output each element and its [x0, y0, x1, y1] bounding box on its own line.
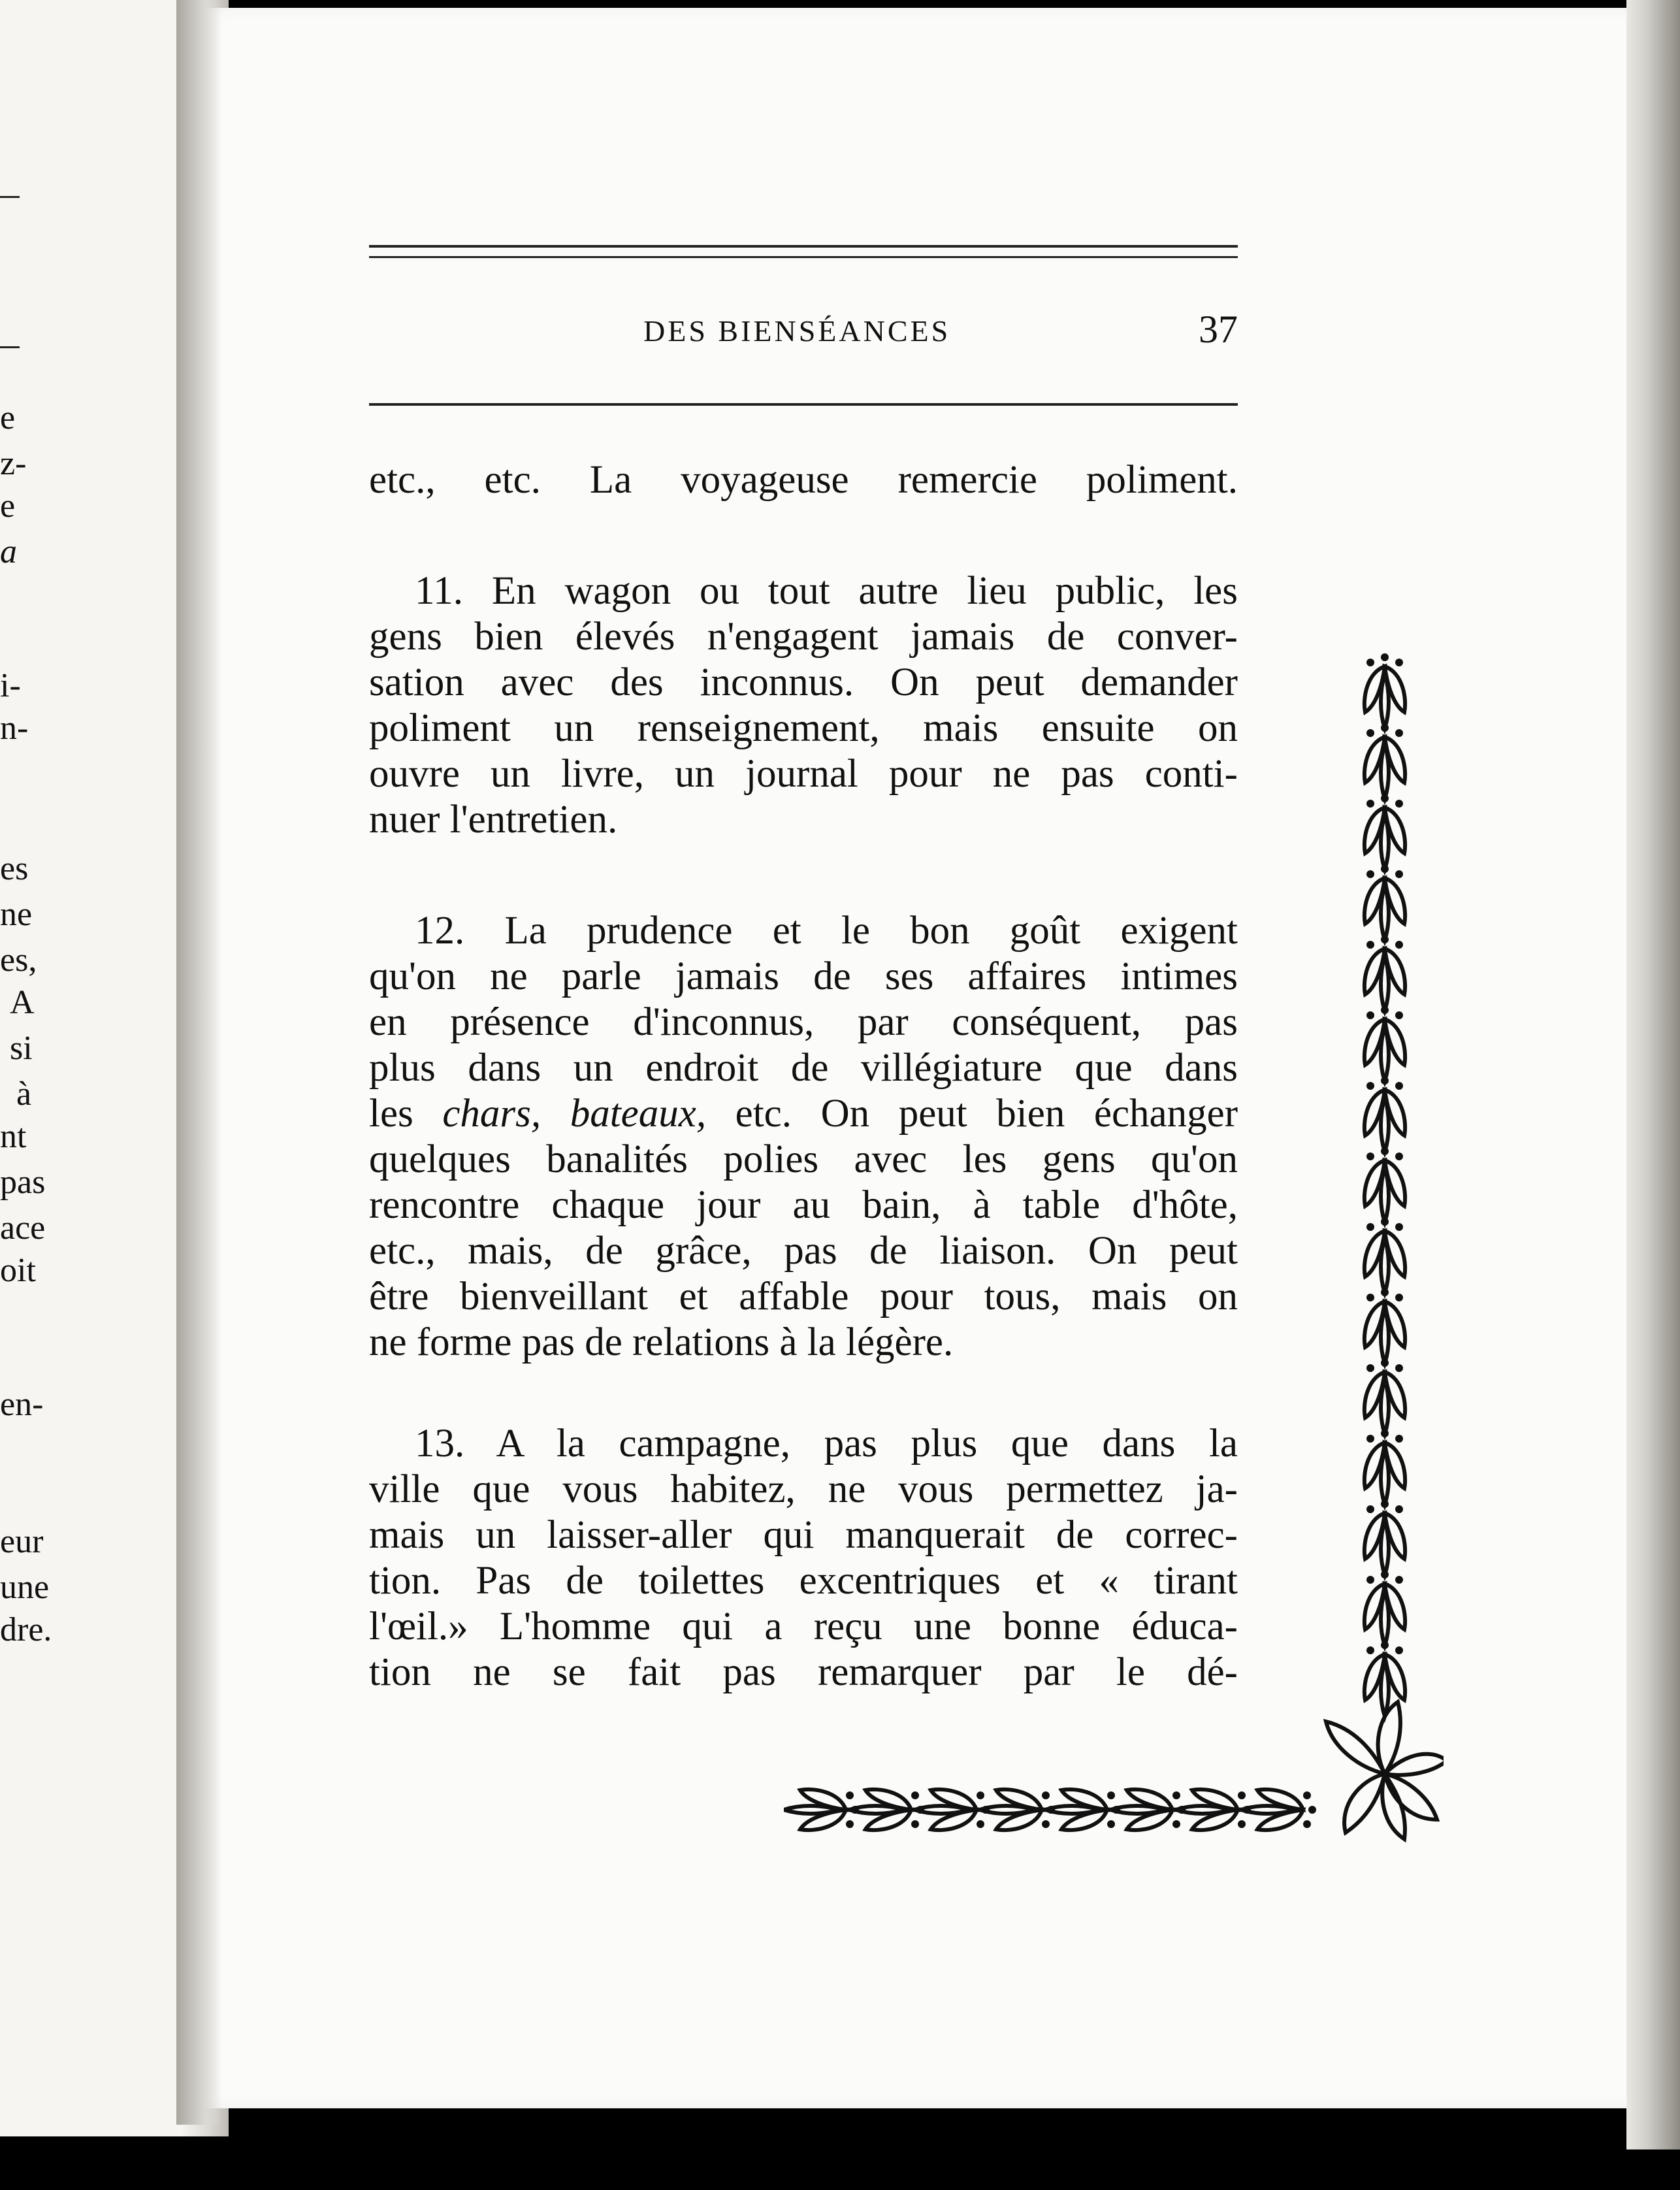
text-line-with-italic: les chars, bateaux, etc. On peut bien échanger	[369, 1092, 1238, 1136]
text-line: sation avec des inconnus. On peut demander	[369, 661, 1238, 704]
italic-phrase: chars, bateaux,	[442, 1092, 707, 1136]
text-line: l'œil.» L'homme qui a reçu une bonne éduca-	[369, 1605, 1238, 1648]
text-line: en présence d'inconnus, par conséquent, pas	[369, 1000, 1238, 1044]
left-fragment: en-	[0, 1386, 44, 1423]
header-rule-top-thin	[369, 256, 1238, 258]
laurel-leaf-icon	[1365, 1147, 1405, 1222]
divider	[0, 346, 20, 348]
laurel-leaf-icon	[1365, 865, 1405, 940]
text-line: 11. En wagon ou tout autre lieu public, les	[415, 569, 1238, 613]
text-line: nuer l'entretien.	[369, 798, 618, 842]
left-fragment: i-	[0, 667, 21, 704]
binding-shadow	[176, 0, 222, 2125]
text-line: ne forme pas de relations à la légère.	[369, 1320, 954, 1364]
left-fragment: es	[0, 850, 29, 887]
page-number: 37	[1199, 308, 1238, 351]
laurel-leaf-icon	[1365, 1077, 1405, 1152]
laurel-leaf-icon	[1365, 1359, 1405, 1434]
text-line: etc., mais, de grâce, pas de liaison. On peut	[369, 1229, 1238, 1273]
left-fragment: ne	[0, 896, 33, 933]
left-fragment: e	[0, 487, 16, 525]
text-line: ville que vous habitez, ne vous permettez ja-	[369, 1467, 1238, 1511]
text-line: qu'on ne parle jamais de ses affaires intimes	[369, 955, 1238, 998]
left-fragment: n-	[0, 710, 29, 747]
laurel-leaf-icon	[1365, 1288, 1405, 1364]
laurel-leaf-icon	[1365, 1571, 1405, 1646]
text-line: ouvre un livre, un journal pour ne pas conti-	[369, 752, 1238, 796]
left-fragment: es,	[0, 941, 37, 979]
text-line: être bienveillant et affable pour tous, mais on	[369, 1275, 1238, 1318]
left-fragment: une	[0, 1569, 50, 1606]
left-fragment: z-	[0, 445, 27, 482]
laurel-leaf-icon	[1365, 1218, 1405, 1293]
text-line: tion ne se fait pas remarquer par le dé-	[369, 1650, 1238, 1694]
left-fragment: ace	[0, 1209, 46, 1247]
laurel-leaf-icon	[1365, 1430, 1405, 1505]
laurel-leaf-icon	[1365, 724, 1405, 799]
laurel-leaf-icon	[1365, 1006, 1405, 1081]
page-edge	[1626, 0, 1680, 2149]
text-line: mais un laisser-aller qui manquerait de correc-	[369, 1513, 1238, 1557]
paragraph-continued	[369, 457, 1238, 503]
left-fragment: pas	[0, 1164, 46, 1201]
left-fragment: oit	[0, 1252, 36, 1289]
running-head	[369, 307, 1238, 359]
running-title: DES BIENSÉANCES	[643, 314, 951, 348]
text-line: 12. La prudence et le bon goût exigent	[415, 909, 1238, 953]
left-fragment: a	[0, 533, 17, 570]
left-fragment: à	[16, 1075, 32, 1113]
left-fragment: dre.	[0, 1611, 52, 1648]
laurel-leaf-icon	[1365, 653, 1405, 728]
text-line: 13. A la campagne, pas plus que dans la	[415, 1422, 1238, 1465]
header-rule-top	[369, 245, 1238, 248]
text-line: rencontre chaque jour au bain, à table d'hôte,	[369, 1183, 1238, 1227]
text-line: poliment un renseignement, mais ensuite on	[369, 706, 1238, 750]
header-rule-bottom	[369, 403, 1238, 406]
text-line: etc., etc. La voyageuse remercie poliment.	[369, 458, 1238, 502]
laurel-leaf-icon	[1241, 1790, 1316, 1830]
left-fragment: eur	[0, 1523, 44, 1560]
laurel-border-ornament	[784, 653, 1444, 1882]
left-fragment: si	[10, 1030, 33, 1067]
text-line: gens bien élevés n'engagent jamais de conver-	[369, 615, 1238, 659]
divider	[0, 196, 20, 198]
text-line: tion. Pas de toilettes excentriques et « tirant	[369, 1559, 1238, 1603]
left-fragment: A	[10, 984, 35, 1021]
laurel-leaf-icon	[1365, 936, 1405, 1011]
previous-page-text	[0, 0, 183, 2136]
laurel-leaf-icon	[1365, 794, 1405, 870]
text-line: quelques banalités polies avec les gens qu'on	[369, 1137, 1238, 1181]
laurel-leaf-icon	[1365, 1500, 1405, 1575]
left-fragment: nt	[0, 1118, 27, 1155]
text-line: plus dans un endroit de villégiature que dans	[369, 1046, 1238, 1090]
left-fragment: e	[0, 399, 16, 436]
